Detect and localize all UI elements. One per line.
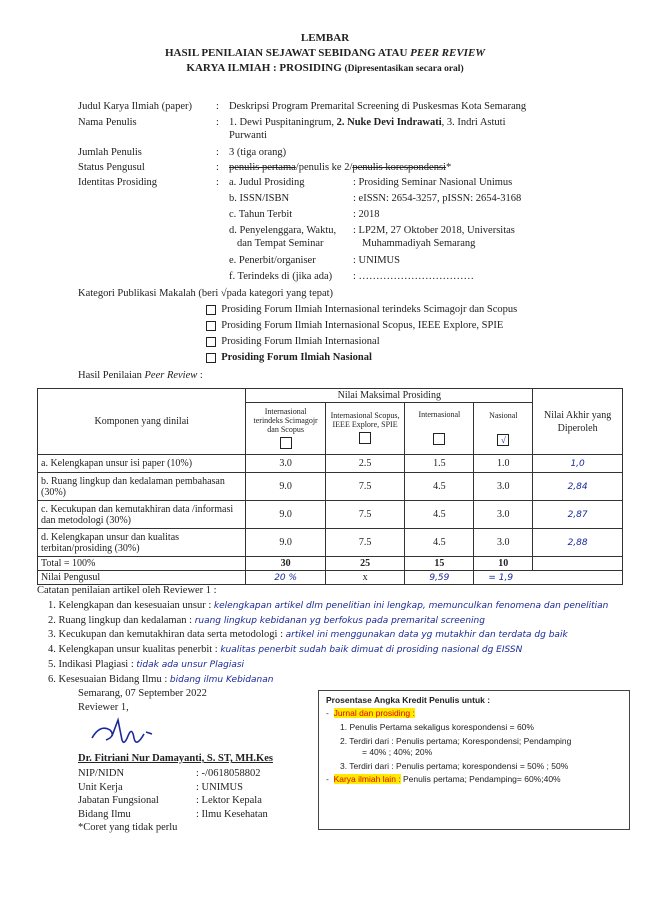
prosiding-f-label: f. Terindeks di (jika ada) <box>229 271 333 282</box>
detail-row: Jabatan Fungsional : Lektor Kepala <box>78 795 262 806</box>
status-label: Status Pengusul <box>78 162 145 173</box>
kategori-item-2[interactable]: Prosiding Forum Ilmiah Internasional Scopus, IEEE Explore, SPIE <box>206 320 503 331</box>
reviewer-label: Reviewer 1, <box>78 702 129 713</box>
col-header-1: Internasional terindeks Scimagojr dan Scopus <box>246 403 325 455</box>
prosiding-b-value: : eISSN: 2654-3257, pISSN: 2654-3168 <box>353 193 522 204</box>
prosiding-a-value: : Prosiding Seminar Nasional Unimus <box>353 177 513 188</box>
jumlah-value: 3 (tiga orang) <box>229 147 287 158</box>
prosentase-item: 2. Terdiri dari : Penulis pertama; Korespondensi; Pendamping <box>340 736 572 746</box>
jumlah-label: Jumlah Penulis <box>78 147 142 158</box>
checkbox-icon[interactable] <box>280 437 292 449</box>
prosiding-a-label: a. Judul Prosiding <box>229 177 305 188</box>
identitas-label: Identitas Prosiding <box>78 177 158 188</box>
penulis-label: Nama Penulis <box>78 117 137 128</box>
footnote: *Coret yang tidak perlu <box>78 822 178 833</box>
detail-row: NIP/NIDN : -/0618058802 <box>78 768 261 779</box>
checkbox-icon[interactable] <box>433 433 445 445</box>
prosiding-e-value: : UNIMUS <box>353 255 400 266</box>
penulis-value-cont: Purwanti <box>229 130 267 141</box>
prosiding-d-label: d. Penyelenggara, Waktu, <box>229 225 337 236</box>
checkbox-icon[interactable] <box>206 337 216 347</box>
place-date: Semarang, 07 September 2022 <box>78 688 207 699</box>
table-row: d. Kelengkapan unsur dan kualitas terbitan/prosiding (30%) 9.0 7.5 4.5 3.0 2,88 <box>38 529 623 557</box>
signature-image <box>88 716 168 750</box>
prosentase-item: 1. Penulis Pertama sekaligus korespondensi = 60% <box>340 722 534 732</box>
kategori-item-3[interactable]: Prosiding Forum Ilmiah Internasional <box>206 336 380 347</box>
judul-label: Judul Karya Ilmiah (paper) <box>78 101 192 112</box>
total-row: Total = 100% 30 25 15 10 <box>38 557 623 571</box>
reviewer-details <box>78 767 268 835</box>
nilai-max-header: Nilai Maksimal Prosiding <box>246 389 533 403</box>
catatan-item: 4. Kelengkapan unsur kualitas penerbit : kualitas penerbit sudah baik dimuat di prosiding nasional dg EISSN <box>48 644 523 656</box>
col-header-3: Internasional <box>405 403 474 455</box>
table-row: a. Kelengkapan unsur isi paper (10%) 3.0 2.5 1.5 1.0 1,0 <box>38 455 623 473</box>
komponen-header: Komponen yang dinilai <box>38 389 246 455</box>
colon: : <box>216 162 219 173</box>
detail-row: Bidang Ilmu : Ilmu Kesehatan <box>78 808 268 820</box>
catatan-item: 3. Kecukupan dan kemutakhiran data serta metodologi : artikel ini menggunakan data yg mutakhir dan terdata dg baik <box>48 629 568 641</box>
colon: : <box>216 117 219 128</box>
checkmark-icon[interactable]: √ <box>497 434 509 446</box>
doc-title <box>0 32 650 74</box>
prosentase-box <box>318 690 630 830</box>
judul-value: Deskripsi Program Premarital Screening di Puskesmas Kota Semarang <box>229 101 527 112</box>
kategori-item-1[interactable]: Prosiding Forum Ilmiah Internasional terindeks Scimagojr dan Scopus <box>206 304 517 315</box>
title-line3: KARYA ILMIAH : PROSIDING (Dipresentasikan secara oral) <box>186 62 464 74</box>
detail-row: Unit Kerja : UNIMUS <box>78 781 243 793</box>
title-line1: LEMBAR <box>300 32 350 44</box>
prosentase-item: = 40% ; 40%; 20% <box>362 747 433 757</box>
catatan-title: Catatan penilaian artikel oleh Reviewer 1 : <box>37 585 217 596</box>
col-header-4: Nasional √ <box>474 403 533 455</box>
colon: : <box>216 147 219 158</box>
kategori-item-4[interactable]: Prosiding Forum Ilmiah Nasional <box>206 352 372 363</box>
prosentase-title: Prosentase Angka Kredit Penulis untuk : <box>326 695 491 705</box>
prosiding-f-value: : …………………………… <box>353 271 475 282</box>
prosiding-d-value: : LP2M, 27 Oktober 2018, Universitas <box>353 225 515 236</box>
pengusul-row: Nilai Pengusul 20 % x 9,59 = 1,9 <box>38 571 623 585</box>
checkbox-icon[interactable] <box>359 432 371 444</box>
col-header-2: Internasional Scopus, IEEE Explore, SPIE <box>325 403 404 455</box>
bullet-jurnal: - Jurnal dan prosiding : <box>326 708 415 718</box>
prosiding-d-label-cont: dan Tempat Seminar <box>237 238 324 249</box>
colon: : <box>216 177 219 188</box>
bullet-karya: - Karya ilmiah lain : Penulis pertama; Pendamping= 60%;40% <box>326 774 561 784</box>
catatan-list <box>48 599 638 687</box>
penilaian-table <box>37 388 623 585</box>
kategori-title: Kategori Publikasi Makalah (beri √pada kategori yang tepat) <box>78 288 334 299</box>
checkbox-icon[interactable] <box>206 353 216 363</box>
colon: : <box>216 101 219 112</box>
prosiding-e-label: e. Penerbit/organiser <box>229 255 316 266</box>
prosiding-c-value: : 2018 <box>353 209 380 220</box>
prosiding-c-label: c. Tahun Terbit <box>229 209 293 220</box>
catatan-item: 2. Ruang lingkup dan kedalaman : ruang lingkup kebidanan yg berfokus pada premarital screening <box>48 614 485 626</box>
checkbox-icon[interactable] <box>206 321 216 331</box>
penulis-value: 1. Dewi Puspitaningrum, 2. Nuke Devi Indrawati, 3. Indri Astuti <box>229 117 506 128</box>
prosentase-item: 3. Terdiri dari : Penulis pertama; korespondensi = 50% ; 50% <box>340 761 569 771</box>
table-row: c. Kecukupan dan kemutakhiran data /informasi dan metodologi (30%) 9.0 7.5 4.5 3.0 2,87 <box>38 501 623 529</box>
hasil-label: Hasil Penilaian Peer Review : <box>78 370 203 381</box>
catatan-item: 1. Kelengkapan dan kesesuaian unsur : kelengkapan artikel dlm penelitian ini lengkap, memunculkan fenomena dan penelitian <box>48 600 609 611</box>
title-line2: HASIL PENILAIAN SEJAWAT SEBIDANG ATAU PEER REVIEW <box>164 47 486 59</box>
checkbox-icon[interactable] <box>206 305 216 315</box>
catatan-item: 5. Indikasi Plagiasi : tidak ada unsur Plagiasi <box>48 658 245 670</box>
catatan-item: 6. Kesesuaian Bidang Ilmu : bidang ilmu Kebidanan <box>48 673 274 685</box>
prosiding-b-label: b. ISSN/ISBN <box>229 193 290 204</box>
reviewer-name: Dr. Fitriani Nur Damayanti, S. ST, MH.Kes <box>78 753 273 764</box>
prosiding-d-value-cont: Muhammadiyah Semarang <box>362 238 476 249</box>
table-row: b. Ruang lingkup dan kedalaman pembahasan (30%) 9.0 7.5 4.5 3.0 2,84 <box>38 473 623 501</box>
status-value: penulis pertama/penulis ke 2/penulis korespondensi* <box>229 162 452 173</box>
akhir-header: Nilai Akhir yang Diperoleh <box>533 389 623 455</box>
